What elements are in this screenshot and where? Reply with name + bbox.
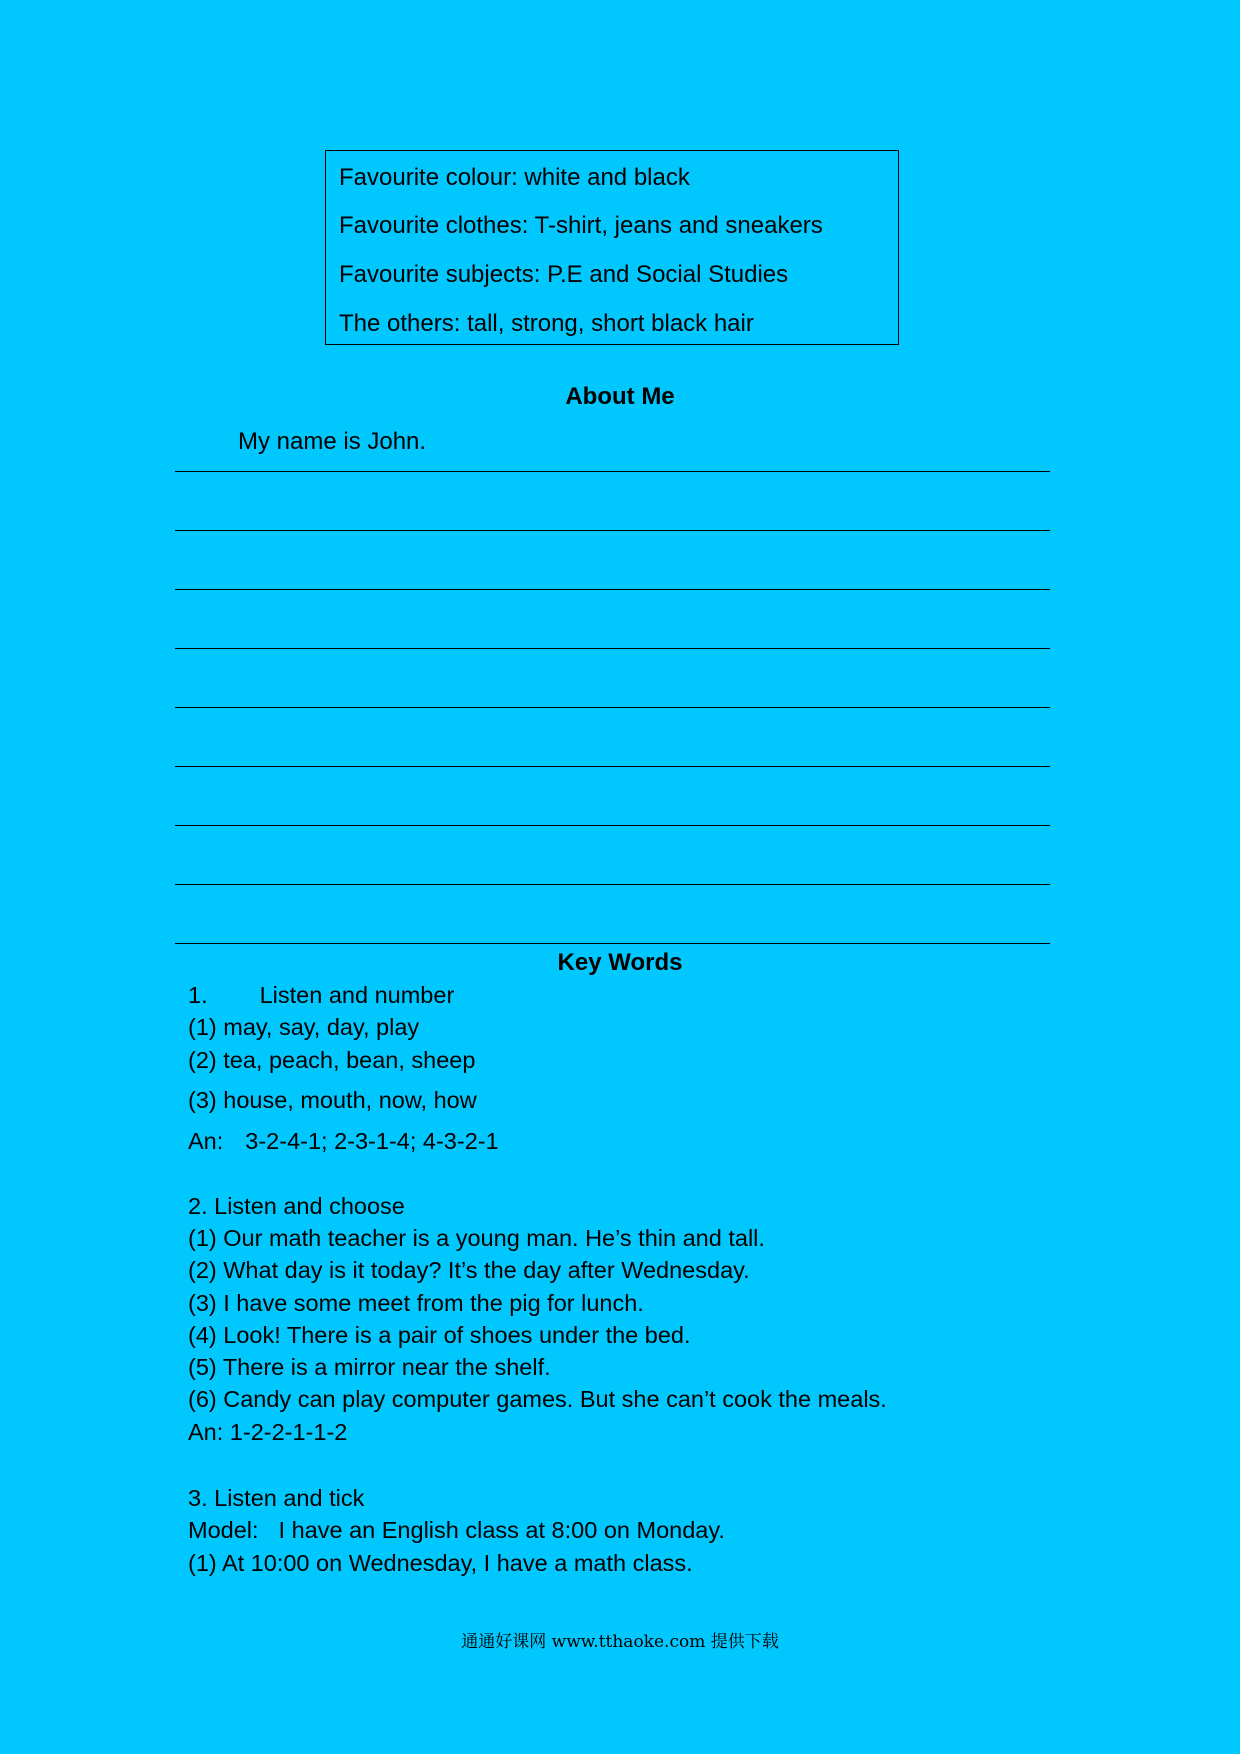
model-label: Model:: [188, 1517, 259, 1543]
list-item: (2) tea, peach, bean, sheep: [188, 1047, 476, 1073]
section-2-answer: An: 1-2-2-1-1-2: [188, 1419, 348, 1445]
list-item: (6) Candy can play computer games. But she can’t cook the meals.: [188, 1386, 887, 1412]
writing-line[interactable]: [175, 530, 1050, 531]
writing-line[interactable]: [175, 707, 1050, 708]
answer-text: 3-2-4-1; 2-3-1-4; 4-3-2-1: [245, 1128, 499, 1154]
favourite-colour: Favourite colour: white and black: [339, 164, 690, 191]
list-item: (1) Our math teacher is a young man. He’s thin and tall.: [188, 1225, 765, 1251]
list-item: (2) What day is it today? It’s the day after Wednesday.: [188, 1257, 750, 1283]
writing-line[interactable]: [175, 471, 1050, 472]
list-item: (4) Look! There is a pair of shoes under the bed.: [188, 1322, 691, 1348]
section-1-title-text: Listen and number: [259, 982, 455, 1008]
section-3-title: 3. Listen and tick: [188, 1485, 365, 1511]
section-1-number: 1.: [188, 982, 208, 1008]
footer-watermark: 通通好课网 www.tthaoke.com 提供下载: [461, 1632, 779, 1652]
writing-line[interactable]: [175, 589, 1050, 590]
about-me-heading: About Me: [565, 383, 675, 410]
writing-line[interactable]: [175, 884, 1050, 885]
section-3-model: [188, 1517, 725, 1544]
section-1-title: [188, 982, 454, 1009]
section-2-title: 2. Listen and choose: [188, 1193, 405, 1219]
writing-line[interactable]: [175, 766, 1050, 767]
writing-line[interactable]: [175, 648, 1050, 649]
key-words-heading: Key Words: [557, 949, 683, 976]
section-1-answer: [188, 1128, 499, 1155]
writing-line[interactable]: [175, 943, 1050, 944]
favourite-clothes: Favourite clothes: T-shirt, jeans and sneakers: [339, 212, 823, 239]
list-item: (1) may, say, day, play: [188, 1014, 420, 1040]
intro-sentence: My name is John.: [238, 428, 427, 455]
others: The others: tall, strong, short black hair: [339, 310, 754, 337]
info-box: [325, 150, 899, 345]
answer-label: An:: [188, 1128, 224, 1154]
list-item: (3) house, mouth, now, how: [188, 1087, 477, 1113]
favourite-subjects: Favourite subjects: P.E and Social Studies: [339, 261, 789, 288]
model-text: I have an English class at 8:00 on Monday.: [278, 1517, 725, 1543]
list-item: (1) At 10:00 on Wednesday, I have a math class.: [188, 1550, 693, 1576]
writing-line[interactable]: [175, 825, 1050, 826]
list-item: (5) There is a mirror near the shelf.: [188, 1354, 551, 1380]
list-item: (3) I have some meet from the pig for lunch.: [188, 1290, 644, 1316]
